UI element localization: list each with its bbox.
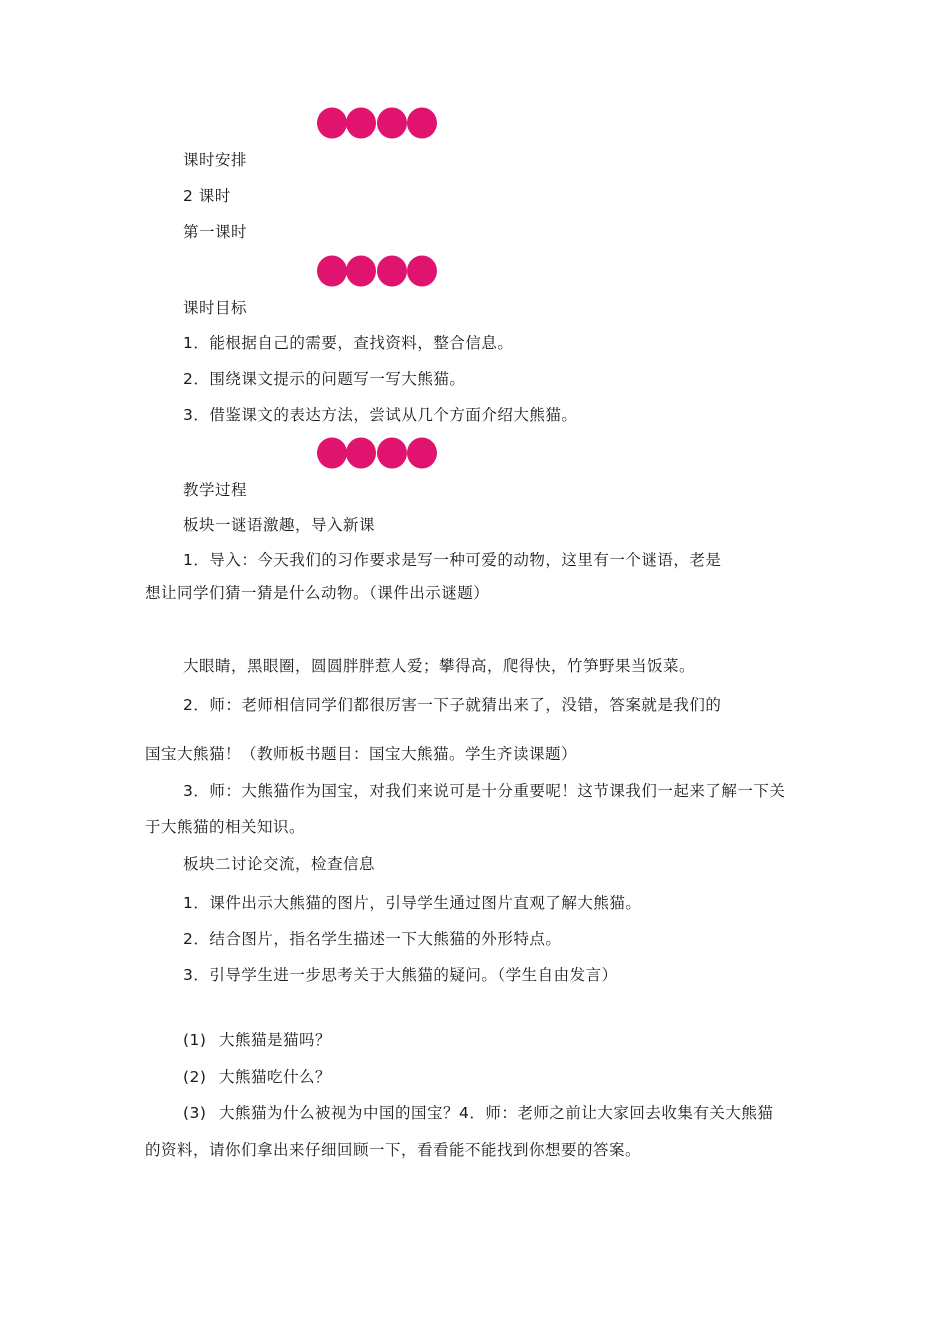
- ornament-dot: [377, 438, 407, 469]
- ornament-dot: [407, 438, 437, 469]
- ornament-dot: [407, 256, 437, 287]
- decorative-dots-2: [316, 254, 440, 288]
- question-item: [183, 1102, 773, 1124]
- block2-item: 3．引导学生进一步思考关于大熊猫的疑问。（学生自由发言）: [183, 966, 618, 984]
- question-text: 大熊猫是猫吗？: [219, 1031, 332, 1049]
- process-heading: 教学过程: [183, 481, 248, 499]
- block2-title: 板块二讨论交流，检查信息: [183, 855, 376, 873]
- decorative-dots-1: [316, 106, 440, 140]
- block2-item: 1．课件出示大熊猫的图片，引导学生通过图片直观了解大熊猫。: [183, 894, 642, 912]
- question-number: (1): [183, 1031, 207, 1049]
- block2-last-line: 的资料，请你们拿出来仔细回顾一下，看看能不能找到你想要的答案。: [145, 1141, 642, 1159]
- question-number: (2): [183, 1068, 207, 1086]
- block1-title: 板块一谜语激趣，导入新课: [183, 516, 376, 534]
- ornament-dot: [346, 108, 376, 139]
- ornament-dot: [346, 256, 376, 287]
- lesson-title: 第一课时: [183, 223, 248, 241]
- objective-item: 2．围绕课文提示的问题写一写大熊猫。: [183, 370, 466, 388]
- question-text: 大熊猫为什么被视为中国的国宝？4．师：老师之前让大家回去收集有关大熊猫: [219, 1104, 774, 1122]
- ornament-dot: [346, 438, 376, 469]
- ornament-dot: [377, 256, 407, 287]
- block1-paragraph2-line2: 国宝大熊猫！（教师板书题目：国宝大熊猫。学生齐读课题）: [145, 745, 578, 763]
- question-item: [183, 1029, 331, 1051]
- schedule-count: 2 课时: [183, 187, 231, 205]
- schedule-heading: 课时安排: [183, 151, 248, 169]
- block2-item: 2．结合图片，指名学生描述一下大熊猫的外形特点。: [183, 930, 562, 948]
- ornament-dot: [317, 256, 347, 287]
- block1-paragraph3-line2: 于大熊猫的相关知识。: [145, 818, 306, 836]
- block1-paragraph3-line1: 3．师：大熊猫作为国宝，对我们来说可是十分重要呢！这节课我们一起来了解一下关: [183, 782, 786, 800]
- objective-item: 3．借鉴课文的表达方法，尝试从几个方面介绍大熊猫。: [183, 406, 578, 424]
- block1-paragraph1-line1: 1．导入：今天我们的习作要求是写一种可爱的动物，这里有一个谜语，老是: [183, 551, 722, 569]
- riddle-text: 大眼睛，黑眼圈，圆圆胖胖惹人爱；攀得高，爬得快，竹笋野果当饭菜。: [183, 657, 696, 675]
- question-item: [183, 1066, 331, 1088]
- ornament-dot: [407, 108, 437, 139]
- block1-paragraph2-line1: 2．师：老师相信同学们都很厉害一下子就猜出来了，没错，答案就是我们的: [183, 696, 722, 714]
- ornament-dot: [317, 438, 347, 469]
- objective-item: 1．能根据自己的需要，查找资料，整合信息。: [183, 334, 514, 352]
- block1-paragraph1-line2: 想让同学们猜一猜是什么动物。（课件出示谜题）: [145, 584, 490, 602]
- decorative-dots-3: [316, 436, 440, 470]
- objectives-heading: 课时目标: [183, 299, 248, 317]
- ornament-dot: [317, 108, 347, 139]
- question-number: (3): [183, 1104, 207, 1122]
- question-text: 大熊猫吃什么？: [219, 1068, 332, 1086]
- ornament-dot: [377, 108, 407, 139]
